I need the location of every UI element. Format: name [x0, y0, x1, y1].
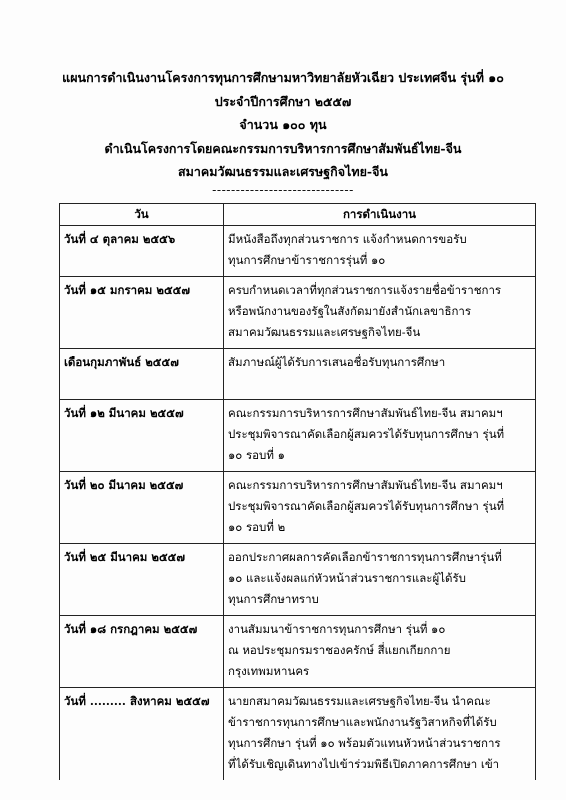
row-activity-spacer — [228, 373, 531, 394]
row-activity-line: ข้าราชการทุนการศึกษาและพนักงานรัฐวิสาหกิจที่ได้รับ — [228, 715, 497, 729]
table-row — [60, 688, 536, 781]
column-header-activity: การดำเนินงาน — [224, 204, 536, 226]
row-activity — [224, 616, 536, 688]
row-date: เดือนกุมภาพันธ์ ๒๕๕๗ — [60, 349, 224, 400]
row-activity — [224, 277, 536, 349]
schedule-table — [59, 203, 536, 780]
row-activity-line: คณะกรรมการบริหารการศึกษาสัมพันธ์ไทย-จีน สมาคมฯ — [228, 478, 503, 492]
row-activity-line: ณ หอประชุมกรมราชองครักษ์ สี่แยกเกียกกาย — [228, 643, 451, 657]
row-activity-line: กรุงเทพมหานคร — [228, 664, 310, 678]
row-date: วันที่ ๑๘ กรกฎาคม ๒๕๕๗ — [60, 616, 224, 688]
table-row — [60, 277, 536, 349]
row-activity — [224, 400, 536, 472]
row-activity — [224, 472, 536, 544]
table-row — [60, 616, 536, 688]
header-title-line-3: จำนวน ๑๐๐ ทุน — [239, 117, 327, 132]
row-activity — [224, 349, 536, 400]
document-header — [30, 66, 536, 195]
row-activity-line: ที่ได้รับเชิญเดินทางไปเข้าร่วมพิธีเปิดภาคการศึกษา เข้า — [228, 757, 500, 771]
row-activity-line: ทุนการศึกษาข้าราชการรุ่นที่ ๑๐ — [228, 253, 386, 267]
header-title-line-2: ประจำปีการศึกษา ๒๕๕๗ — [214, 93, 352, 109]
row-activity-line: ประชุมพิจารณาคัดเลือกผู้สมควรได้รับทุนการศึกษา รุ่นที่ — [228, 499, 505, 513]
row-activity-line: ทุนการศึกษาทราบ — [228, 592, 319, 606]
row-activity-line: ๑๐ รอบที่ ๑ — [228, 448, 285, 462]
table-row — [60, 472, 536, 544]
row-activity-line: ครบกำหนดเวลาที่ทุกส่วนราชการแจ้งรายชื่อข้าราชการ — [228, 283, 502, 297]
table-header-row — [60, 204, 536, 226]
row-activity-line: งานสัมมนาข้าราชการทุนการศึกษา รุ่นที่ ๑๐ — [228, 622, 446, 636]
row-activity-line: ทุนการศึกษา รุ่นที่ ๑๐ พร้อมตัวแทนหัวหน้าส่วนราชการ — [228, 736, 501, 750]
header-title-line-5: สมาคมวัฒนธรรมและเศรษฐกิจไทย-จีน — [178, 164, 388, 179]
row-activity-line: คณะกรรมการบริหารการศึกษาสัมพันธ์ไทย-จีน สมาคมฯ — [228, 406, 503, 420]
row-date: วันที่ ๒๐ มีนาคม ๒๕๕๗ — [60, 472, 224, 544]
row-activity-line: สัมภาษณ์ผู้ได้รับการเสนอชื่อรับทุนการศึกษา — [228, 355, 446, 369]
row-activity-line: ๑๐ และแจ้งผลแก่หัวหน้าส่วนราชการและผู้ได้รับ — [228, 571, 466, 585]
row-date: วันที่ ๔ ตุลาคม ๒๕๕๖ — [60, 226, 224, 277]
table-row — [60, 544, 536, 616]
column-header-date: วัน — [60, 204, 224, 226]
row-activity-line: มีหนังสือถึงทุกส่วนราชการ แจ้งกำหนดการขอรับ — [228, 232, 467, 246]
table-row — [60, 400, 536, 472]
row-activity-line: หรือพนักงานของรัฐในสังกัดมายังสำนักเลขาธิการ — [228, 304, 472, 318]
row-date: วันที่ ๑๕ มกราคม ๒๕๕๗ — [60, 277, 224, 349]
row-activity-line: ประชุมพิจารณาคัดเลือกผู้สมควรได้รับทุนการศึกษา รุ่นที่ — [228, 427, 505, 441]
row-activity-line: ๑๐ รอบที่ ๒ — [228, 520, 286, 534]
header-title-line-1: แผนการดำเนินงานโครงการทุนการศึกษามหาวิทยาลัยหัวเฉียว ประเทศจีน รุ่นที่ ๑๐ — [62, 70, 504, 85]
row-activity-line: นายกสมาคมวัฒนธรรมและเศรษฐกิจไทย-จีน นำคณะ — [228, 694, 491, 708]
header-title-line-4: ดำเนินโครงการโดยคณะกรรมการบริหารการศึกษาสัมพันธ์ไทย-จีน — [104, 140, 462, 156]
row-activity — [224, 544, 536, 616]
row-date: วันที่ ๒๕ มีนาคม ๒๕๕๗ — [60, 544, 224, 616]
row-activity-line: ออกประกาศผลการคัดเลือกข้าราชการทุนการศึกษารุ่นที่ — [228, 550, 502, 564]
row-date: วันที่ ......... สิงหาคม ๒๕๕๗ — [60, 688, 224, 781]
row-activity-line: สมาคมวัฒนธรรมและเศรษฐกิจไทย-จีน — [228, 325, 421, 339]
row-activity — [224, 688, 536, 781]
table-row — [60, 226, 536, 277]
row-date: วันที่ ๑๒ มีนาคม ๒๕๕๗ — [60, 400, 224, 472]
table-row — [60, 349, 536, 400]
row-activity — [224, 226, 536, 277]
header-divider: ------------------------------ — [212, 181, 354, 197]
